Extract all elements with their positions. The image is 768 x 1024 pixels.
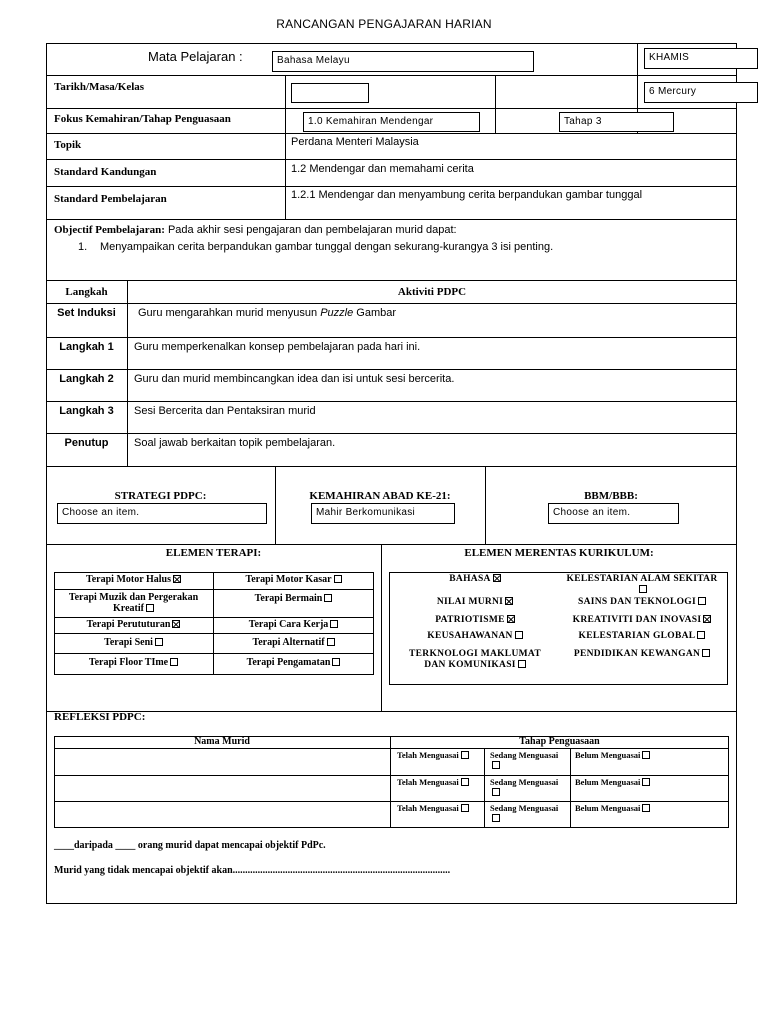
checkbox-checked-icon[interactable] <box>703 615 711 623</box>
bbm-label: BBM/BBB: <box>584 490 638 502</box>
merentas-item-7[interactable]: KELESTARIAN GLOBAL <box>562 631 722 642</box>
checkbox-empty-icon[interactable] <box>170 658 178 666</box>
abad-label: KEMAHIRAN ABAD KE-21: <box>309 490 451 502</box>
checkbox-empty-icon[interactable] <box>332 658 340 666</box>
checkbox-checked-icon[interactable] <box>172 620 180 628</box>
checkbox-empty-icon[interactable] <box>324 594 332 602</box>
nama-murid-header: Nama Murid <box>194 736 250 747</box>
merentas-item-1[interactable]: KELESTARIAN ALAM SEKITAR <box>562 574 722 596</box>
belum-option[interactable]: Belum Menguasai <box>575 803 650 813</box>
elemen-merentas-title: ELEMEN MERENTAS KURIKULUM: <box>464 547 654 559</box>
checkbox-checked-icon[interactable] <box>493 574 501 582</box>
bbm-dropdown[interactable]: Choose an item. <box>548 503 679 524</box>
terapi-item-4[interactable]: Terapi Perututuran <box>54 619 213 630</box>
abad-dropdown[interactable]: Mahir Berkomunikasi <box>311 503 455 524</box>
checkbox-empty-icon[interactable] <box>702 649 710 657</box>
checkbox-empty-icon[interactable] <box>642 804 650 812</box>
checkbox-checked-icon[interactable] <box>505 597 513 605</box>
checkbox-empty-icon[interactable] <box>330 620 338 628</box>
terapi-item-0[interactable]: Terapi Motor Halus <box>54 574 213 585</box>
strategi-dropdown[interactable]: Choose an item. <box>57 503 267 524</box>
terapi-item-3[interactable]: Terapi Bermain <box>213 593 374 604</box>
belum-option[interactable]: Belum Menguasai <box>575 750 650 760</box>
checkbox-empty-icon[interactable] <box>492 761 500 769</box>
step-activity-2: Guru dan murid membincangkan idea dan isi untuk sesi bercerita. <box>134 373 455 385</box>
sedang-option[interactable]: Sedang Menguasai <box>490 803 565 823</box>
checkbox-checked-icon[interactable] <box>507 615 515 623</box>
checkbox-empty-icon[interactable] <box>492 788 500 796</box>
checkbox-empty-icon[interactable] <box>155 638 163 646</box>
kelas-field[interactable]: 6 Mercury <box>644 82 758 103</box>
mata-pelajaran-label: Mata Pelajaran : <box>148 49 243 64</box>
checkbox-empty-icon[interactable] <box>639 585 647 593</box>
objektif-item-text: Menyampaikan cerita berpandukan gambar tunggal dengan sekurang-kurangya 3 isi penting. <box>100 241 554 253</box>
merentas-item-9[interactable]: PENDIDIKAN KEWANGAN <box>562 649 722 660</box>
checkbox-empty-icon[interactable] <box>327 638 335 646</box>
tidak-mencapai-line: Murid yang tidak mencapai objektif akan....................................................................................... <box>54 865 451 876</box>
mata-pelajaran-field[interactable]: Bahasa Melayu <box>272 51 534 72</box>
summary-line: ____daripada ____ orang murid dapat mencapai objektif PdPc. <box>54 840 326 851</box>
step-activity-1: Guru memperkenalkan konsep pembelajaran pada hari ini. <box>134 341 421 353</box>
terapi-item-6[interactable]: Terapi Seni <box>54 637 213 648</box>
objektif-heading <box>54 224 457 236</box>
checkbox-empty-icon[interactable] <box>515 631 523 639</box>
tahap-penguasaan-header: Tahap Penguasaan <box>519 736 600 747</box>
merentas-item-0[interactable]: BAHASA <box>400 574 550 585</box>
merentas-item-3[interactable]: SAINS DAN TEKNOLOGI <box>562 597 722 608</box>
step-label-0: Set Induksi <box>57 307 116 319</box>
day-field[interactable]: KHAMIS <box>644 48 758 69</box>
strategi-label: STRATEGI PDPC: <box>114 490 207 502</box>
checkbox-empty-icon[interactable] <box>698 597 706 605</box>
merentas-item-8[interactable]: TERKNOLOGI MAKLUMAT DAN KOMUNIKASI <box>409 649 541 670</box>
tarikh-field[interactable] <box>291 83 369 103</box>
topik-value: Perdana Menteri Malaysia <box>291 136 419 148</box>
step-activity-0: Guru mengarahkan murid menyusun Puzzle Gambar <box>138 307 397 319</box>
page-title: RANCANGAN PENGAJARAN HARIAN <box>276 17 492 31</box>
terapi-item-8[interactable]: Terapi Floor TIme <box>54 657 213 668</box>
merentas-item-2[interactable]: NILAI MURNI <box>400 597 550 608</box>
sedang-option[interactable]: Sedang Menguasai <box>490 750 565 770</box>
checkbox-empty-icon[interactable] <box>334 575 342 583</box>
terapi-item-9[interactable]: Terapi Pengamatan <box>213 657 374 668</box>
standard-kandungan-label: Standard Kandungan <box>54 166 157 178</box>
fokus-field[interactable]: 1.0 Kemahiran Mendengar <box>303 112 480 132</box>
checkbox-empty-icon[interactable] <box>461 751 469 759</box>
checkbox-empty-icon[interactable] <box>461 804 469 812</box>
tahap-field[interactable]: Tahap 3 <box>559 112 674 132</box>
step-label-2: Langkah 2 <box>59 373 114 385</box>
terapi-item-2[interactable]: Terapi Muzik dan Pergerakan Kreatif <box>68 592 199 614</box>
telah-option[interactable]: Telah Menguasai <box>397 750 469 760</box>
merentas-item-6[interactable]: KEUSAHAWANAN <box>400 631 550 642</box>
merentas-item-4[interactable]: PATRIOTISME <box>400 615 550 626</box>
telah-option[interactable]: Telah Menguasai <box>397 803 469 813</box>
step-label-3: Langkah 3 <box>59 405 114 417</box>
terapi-item-5[interactable]: Terapi Cara Kerja <box>213 619 374 630</box>
standard-kandungan-value: 1.2 Mendengar dan memahami cerita <box>291 163 474 175</box>
step-activity-3: Sesi Bercerita dan Pentaksiran murid <box>134 405 316 417</box>
checkbox-empty-icon[interactable] <box>492 814 500 822</box>
telah-option[interactable]: Telah Menguasai <box>397 777 469 787</box>
fokus-label: Fokus Kemahiran/Tahap Penguasaan <box>54 113 231 125</box>
objektif-label: Objectif Pembelajaran: <box>54 224 165 236</box>
checkbox-empty-icon[interactable] <box>642 778 650 786</box>
belum-option[interactable]: Belum Menguasai <box>575 777 650 787</box>
checkbox-empty-icon[interactable] <box>461 778 469 786</box>
standard-pembelajaran-label: Standard Pembelajaran <box>54 193 167 205</box>
refleksi-title: REFLEKSI PDPC: <box>54 711 146 723</box>
step-activity-4: Soal jawab berkaitan topik pembelajaran. <box>134 437 336 449</box>
sedang-option[interactable]: Sedang Menguasai <box>490 777 565 797</box>
checkbox-empty-icon[interactable] <box>146 604 154 612</box>
tarikh-label: Tarikh/Masa/Kelas <box>54 81 145 93</box>
terapi-item-7[interactable]: Terapi Alternatif <box>213 637 374 648</box>
step-label-1: Langkah 1 <box>59 341 114 353</box>
objektif-intro: Pada akhir sesi pengajaran dan pembelajaran murid dapat: <box>164 224 457 236</box>
merentas-item-5[interactable]: KREATIVITI DAN INOVASI <box>562 615 722 626</box>
langkah-column-header: Langkah <box>65 286 108 298</box>
terapi-item-1[interactable]: Terapi Motor Kasar <box>213 574 374 585</box>
checkbox-checked-icon[interactable] <box>173 575 181 583</box>
checkbox-empty-icon[interactable] <box>697 631 705 639</box>
elemen-terapi-title: ELEMEN TERAPI: <box>165 547 262 559</box>
topik-label: Topik <box>54 139 82 151</box>
standard-pembelajaran-value: 1.2.1 Mendengar dan menyambung cerita berpandukan gambar tunggal <box>291 189 643 201</box>
checkbox-empty-icon[interactable] <box>518 660 526 668</box>
step-label-4: Penutup <box>64 437 109 449</box>
aktiviti-column-header: Aktiviti PDPC <box>397 286 467 298</box>
checkbox-empty-icon[interactable] <box>642 751 650 759</box>
objektif-item-number: 1. <box>78 241 88 253</box>
